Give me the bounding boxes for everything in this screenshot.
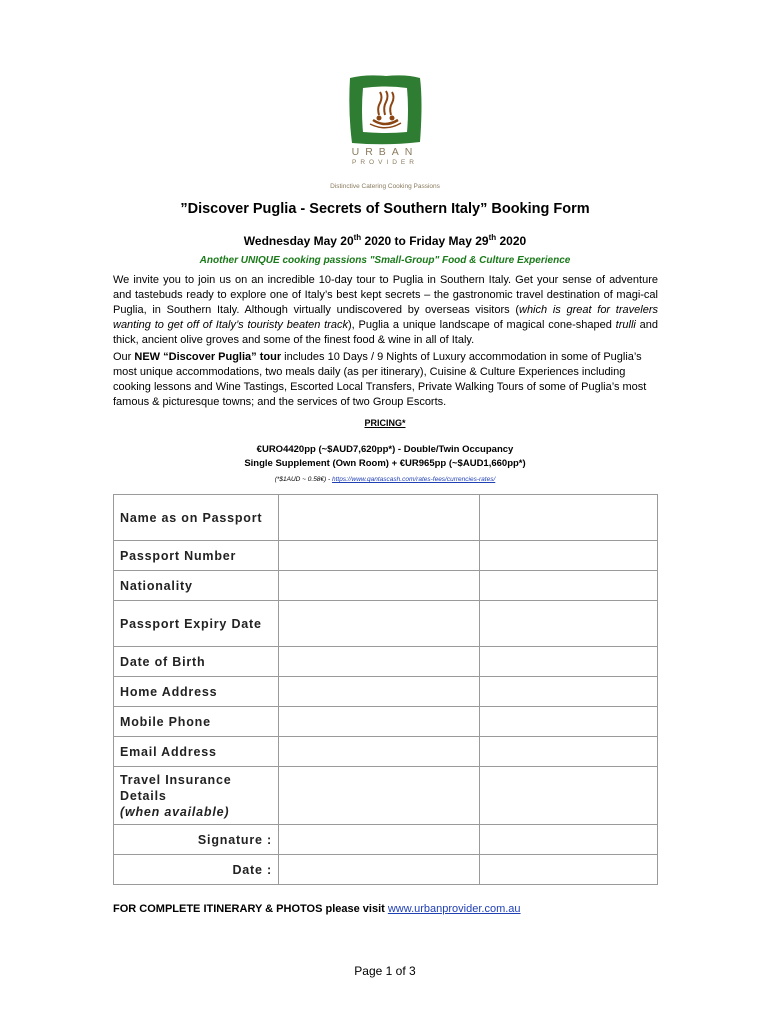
passport-expiry-field-1[interactable] [279, 601, 480, 647]
price-single-supplement: Single Supplement (Own Room) + €UR965pp (~$AUD1,660pp*) [244, 458, 526, 469]
urban-provider-logo-icon [346, 72, 424, 148]
intro-text-2: ), Puglia a unique landscape of magical cone-shaped [348, 319, 616, 331]
intro-paragraph [113, 273, 658, 348]
tour-text-1: Our [113, 351, 135, 363]
passport-expiry-field-2[interactable] [480, 601, 658, 647]
date-of-birth-field-2[interactable] [480, 647, 658, 677]
exchange-rate-note [0, 476, 770, 483]
tour-subtitle: Another UNIQUE cooking passions "Small-Group" Food & Culture Experience [199, 255, 571, 266]
exchange-rate-link[interactable]: https://www.qantascash.com/rates-fees/currencies-rates/ [331, 476, 496, 483]
date-field-1[interactable] [279, 855, 480, 885]
tour-dates-start: Wednesday May 20 [243, 234, 354, 248]
website-link[interactable]: www.urbanprovider.com.au [387, 903, 521, 915]
form-row-date [114, 855, 658, 885]
signature-field-1[interactable] [279, 825, 480, 855]
form-row-passport-number [114, 541, 658, 571]
intro-italic-1: which is great for travelers wanting to get off of Italy’s touristy beaten track [113, 304, 658, 331]
form-row-email [114, 737, 658, 767]
date-of-birth-field-1[interactable] [279, 647, 480, 677]
brand-name-line2: PROVIDER [352, 159, 418, 166]
form-label-name: Name as on Passport [114, 495, 279, 541]
form-row-date-of-birth [114, 647, 658, 677]
form-row-name [114, 495, 658, 541]
mobile-phone-field-1[interactable] [279, 707, 480, 737]
tour-text-2: includes 10 Days / 9 Nights of Luxury accommodation in some of Puglia’s most unique accommodations, two meals daily (as per itinerary), Cuisine & Culture Experiences including cooking lessons and Wine Tastings, Escorted Local Transfers, Private Walking Tours of some of Puglia’s most famous & picturesque towns; and the services of two Group Escorts. [113, 351, 647, 408]
mobile-phone-field-2[interactable] [480, 707, 658, 737]
home-address-field-1[interactable] [279, 677, 480, 707]
form-row-home-address [114, 677, 658, 707]
form-row-passport-expiry [114, 601, 658, 647]
tour-name: NEW “Discover Puglia” tour [134, 351, 282, 363]
price-double: €URO4420pp (~$AUD7,620pp*) - Double/Twin Occupancy [256, 444, 514, 455]
form-label-date: Date : [114, 855, 279, 885]
tour-dates [0, 233, 770, 248]
form-label-passport-number: Passport Number [114, 541, 279, 571]
footer-text: FOR COMPLETE ITINERARY & PHOTOS please visit [113, 903, 388, 915]
email-field-2[interactable] [480, 737, 658, 767]
travel-insurance-field-1[interactable] [279, 767, 480, 825]
tour-dates-middle: 2020 to Friday May 29 [361, 234, 489, 248]
form-label-email: Email Address [114, 737, 279, 767]
intro-text-3: and thick, ancient olive groves and some of the finest food & wine in all of Italy. [113, 319, 658, 346]
form-row-nationality [114, 571, 658, 601]
brand-tagline: Distinctive Catering Cooking Passions [330, 183, 440, 190]
signature-field-2[interactable] [480, 825, 658, 855]
exchange-rate-text: (*$1AUD ~ 0.58€) - [274, 476, 332, 483]
travel-insurance-label: Travel Insurance Details [120, 772, 232, 803]
tour-dates-sup1: th [353, 233, 362, 242]
tour-dates-sup2: th [488, 233, 497, 242]
email-field-1[interactable] [279, 737, 480, 767]
tour-paragraph [113, 350, 658, 410]
passport-number-field-2[interactable] [480, 541, 658, 571]
nationality-field-2[interactable] [480, 571, 658, 601]
pricing-heading: PRICING* [364, 418, 406, 428]
form-label-travel-insurance [114, 767, 279, 825]
form-row-travel-insurance [114, 767, 658, 825]
intro-italic-2: trulli [615, 319, 636, 331]
booking-form-table [113, 494, 658, 885]
form-row-signature [114, 825, 658, 855]
form-label-signature: Signature : [114, 825, 279, 855]
form-label-passport-expiry: Passport Expiry Date [114, 601, 279, 647]
date-field-2[interactable] [480, 855, 658, 885]
intro-text-1: We invite you to join us on an incredible 10-day tour to Puglia in Southern Italy. Get your sense of adventure and tastebuds ready to explore one of Italy’s best kept secrets – the gastronomic travel destination of magi-cal Puglia, in Southern Italy. Although virtually undiscovered by overseas visitors ( [113, 274, 658, 316]
form-label-date-of-birth: Date of Birth [114, 647, 279, 677]
form-row-mobile-phone [114, 707, 658, 737]
travel-insurance-field-2[interactable] [480, 767, 658, 825]
name-field-traveller-2[interactable] [480, 495, 658, 541]
nationality-field-1[interactable] [279, 571, 480, 601]
page-number: Page 1 of 3 [354, 964, 416, 978]
passport-number-field-1[interactable] [279, 541, 480, 571]
form-label-home-address: Home Address [114, 677, 279, 707]
itinerary-footer [113, 903, 673, 915]
page-title: ”Discover Puglia - Secrets of Southern Italy” Booking Form [180, 201, 590, 217]
tour-dates-end: 2020 [496, 234, 527, 248]
name-field-traveller-1[interactable] [279, 495, 480, 541]
form-label-nationality: Nationality [114, 571, 279, 601]
brand-name: URBAN [351, 146, 419, 158]
travel-insurance-note: (when available) [120, 804, 230, 819]
home-address-field-2[interactable] [480, 677, 658, 707]
form-label-mobile-phone: Mobile Phone [114, 707, 279, 737]
